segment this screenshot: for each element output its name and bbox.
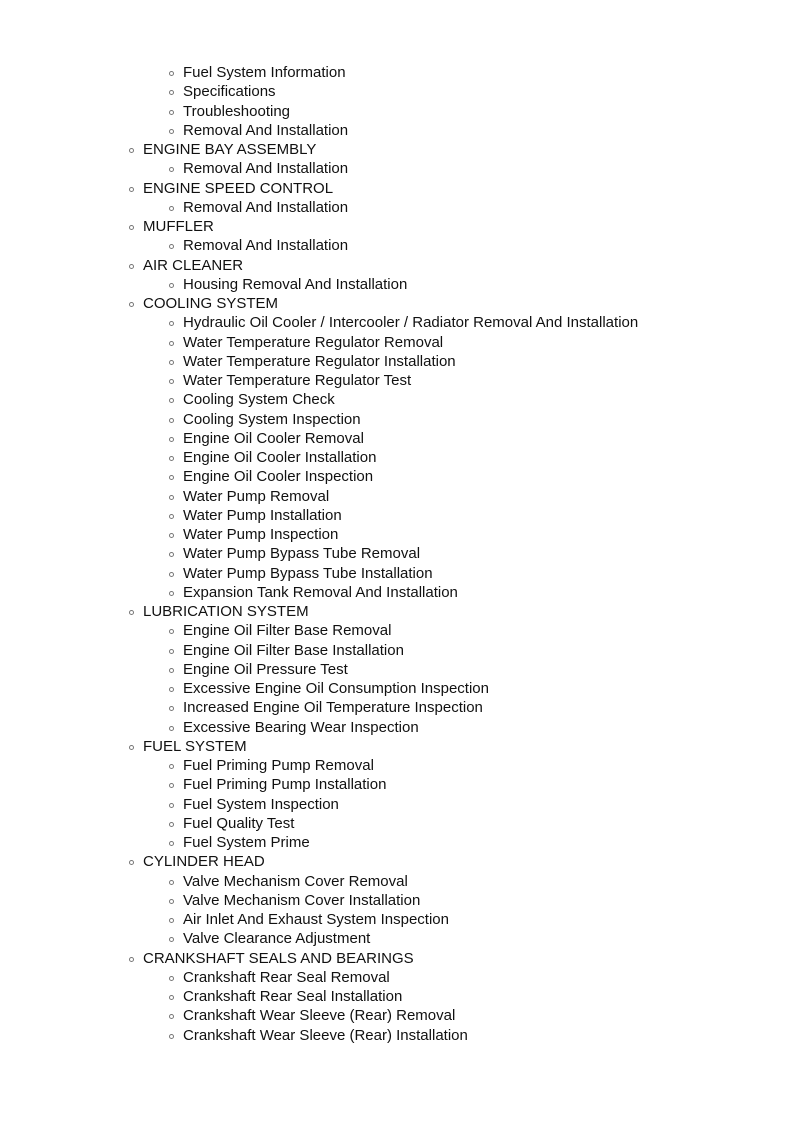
item-label: Removal And Installation xyxy=(183,198,349,216)
list-item xyxy=(0,448,794,467)
item-label: Engine Oil Filter Base Installation xyxy=(183,641,404,659)
section-heading xyxy=(0,256,794,275)
list-item xyxy=(0,756,794,775)
section-title: MUFFLER xyxy=(143,218,214,235)
circle-bullet-icon xyxy=(169,706,174,711)
item-label: Expansion Tank Removal And Installation xyxy=(183,583,458,601)
circle-bullet-icon xyxy=(169,110,174,115)
section-title: COOLING SYSTEM xyxy=(143,295,279,312)
section-title: LUBRICATION SYSTEM xyxy=(143,603,309,620)
circle-bullet-icon xyxy=(129,264,134,269)
item-label: Valve Clearance Adjustment xyxy=(183,930,371,948)
item-label: Fuel Priming Pump Installation xyxy=(183,776,387,794)
circle-bullet-icon xyxy=(129,302,134,307)
list-item xyxy=(0,814,794,833)
circle-bullet-icon xyxy=(129,610,134,615)
item-label: Housing Removal And Installation xyxy=(183,275,408,293)
list-item xyxy=(0,698,794,717)
item-label: Water Temperature Regulator Removal xyxy=(183,333,444,351)
circle-bullet-icon xyxy=(169,495,174,500)
item-label: Removal And Installation xyxy=(183,160,349,178)
list-item xyxy=(0,891,794,910)
list-item xyxy=(0,544,794,563)
list-item xyxy=(0,236,794,255)
circle-bullet-icon xyxy=(169,995,174,1000)
section-title: CRANKSHAFT SEALS AND BEARINGS xyxy=(143,949,414,967)
section-title: CYLINDER HEAD xyxy=(143,853,265,871)
list-item xyxy=(0,621,794,640)
list-item xyxy=(0,198,794,217)
item-label: Water Pump Removal xyxy=(183,487,330,505)
section-heading xyxy=(0,294,794,313)
item-label: Crankshaft Rear Seal Removal xyxy=(183,968,390,986)
list-item xyxy=(0,487,794,506)
circle-bullet-icon xyxy=(169,880,174,885)
item-label: Fuel Quality Test xyxy=(183,814,295,832)
list-item xyxy=(0,1026,794,1045)
section-heading xyxy=(0,140,794,159)
list-item xyxy=(0,968,794,987)
item-label: Fuel Priming Pump Removal xyxy=(183,757,374,774)
list-item xyxy=(0,525,794,544)
list-item xyxy=(0,987,794,1006)
item-label: Fuel System Inspection xyxy=(183,795,339,813)
table-of-contents xyxy=(0,63,794,1045)
circle-bullet-icon xyxy=(129,225,134,230)
list-item xyxy=(0,82,794,101)
item-label: Removal And Installation xyxy=(183,237,349,255)
list-item xyxy=(0,429,794,448)
item-label: Fuel System Prime xyxy=(183,834,310,851)
item-label: Hydraulic Oil Cooler / Intercooler / Radiator Removal And Installation xyxy=(183,314,639,332)
list-item xyxy=(0,583,794,602)
circle-bullet-icon xyxy=(169,379,174,384)
list-item xyxy=(0,333,794,352)
item-label: Water Pump Bypass Tube Installation xyxy=(183,564,433,582)
list-item xyxy=(0,506,794,525)
item-label: Crankshaft Rear Seal Installation xyxy=(183,988,403,1005)
item-label: Valve Mechanism Cover Installation xyxy=(183,891,421,909)
item-label: Engine Oil Cooler Removal xyxy=(183,429,364,447)
item-label: Increased Engine Oil Temperature Inspection xyxy=(183,699,483,717)
item-label: Crankshaft Wear Sleeve (Rear) Installation xyxy=(183,1026,468,1044)
item-label: Water Pump Installation xyxy=(183,506,342,524)
list-item xyxy=(0,1006,794,1025)
circle-bullet-icon xyxy=(169,129,174,134)
section-heading xyxy=(0,949,794,968)
list-item xyxy=(0,159,794,178)
circle-bullet-icon xyxy=(169,649,174,654)
list-item xyxy=(0,910,794,929)
circle-bullet-icon xyxy=(169,418,174,423)
section-heading xyxy=(0,602,794,621)
circle-bullet-icon xyxy=(169,244,174,249)
item-label: Water Pump Inspection xyxy=(183,526,339,543)
list-item xyxy=(0,313,794,332)
section-heading xyxy=(0,737,794,756)
list-item xyxy=(0,929,794,948)
section-title: FUEL SYSTEM xyxy=(143,737,247,755)
list-item xyxy=(0,102,794,121)
circle-bullet-icon xyxy=(169,1034,174,1039)
item-label: Excessive Engine Oil Consumption Inspection xyxy=(183,680,489,697)
list-item xyxy=(0,467,794,486)
circle-bullet-icon xyxy=(169,937,174,942)
circle-bullet-icon xyxy=(169,687,174,692)
circle-bullet-icon xyxy=(169,321,174,326)
circle-bullet-icon xyxy=(169,283,174,288)
circle-bullet-icon xyxy=(129,745,134,750)
circle-bullet-icon xyxy=(169,167,174,172)
circle-bullet-icon xyxy=(169,514,174,519)
circle-bullet-icon xyxy=(169,552,174,557)
list-item xyxy=(0,352,794,371)
item-label: Water Temperature Regulator Test xyxy=(183,372,412,389)
circle-bullet-icon xyxy=(129,860,134,865)
circle-bullet-icon xyxy=(169,456,174,461)
circle-bullet-icon xyxy=(169,822,174,827)
list-item xyxy=(0,63,794,82)
section-heading xyxy=(0,217,794,236)
item-label: Crankshaft Wear Sleeve (Rear) Removal xyxy=(183,1007,456,1025)
circle-bullet-icon xyxy=(169,533,174,538)
circle-bullet-icon xyxy=(169,783,174,788)
circle-bullet-icon xyxy=(169,629,174,634)
circle-bullet-icon xyxy=(169,726,174,731)
list-item xyxy=(0,679,794,698)
circle-bullet-icon xyxy=(129,187,134,192)
list-item xyxy=(0,275,794,294)
list-item xyxy=(0,410,794,429)
section-heading xyxy=(0,852,794,871)
item-label: Excessive Bearing Wear Inspection xyxy=(183,718,419,736)
circle-bullet-icon xyxy=(169,475,174,480)
item-label: Engine Oil Cooler Installation xyxy=(183,449,377,466)
circle-bullet-icon xyxy=(169,976,174,981)
circle-bullet-icon xyxy=(169,437,174,442)
list-item xyxy=(0,390,794,409)
item-label: Engine Oil Pressure Test xyxy=(183,660,348,678)
circle-bullet-icon xyxy=(169,668,174,673)
list-item xyxy=(0,564,794,583)
circle-bullet-icon xyxy=(169,572,174,577)
list-item xyxy=(0,718,794,737)
item-label: Removal And Installation xyxy=(183,121,349,139)
circle-bullet-icon xyxy=(129,148,134,153)
list-item xyxy=(0,660,794,679)
circle-bullet-icon xyxy=(169,71,174,76)
item-label: Cooling System Inspection xyxy=(183,410,361,428)
circle-bullet-icon xyxy=(169,360,174,365)
item-label: Cooling System Check xyxy=(183,391,335,409)
item-label: Valve Mechanism Cover Removal xyxy=(183,872,408,890)
circle-bullet-icon xyxy=(169,206,174,211)
list-item xyxy=(0,121,794,140)
circle-bullet-icon xyxy=(169,918,174,923)
circle-bullet-icon xyxy=(169,90,174,95)
item-label: Troubleshooting xyxy=(183,102,291,120)
item-label: Specifications xyxy=(183,83,276,101)
list-item xyxy=(0,795,794,814)
circle-bullet-icon xyxy=(169,341,174,346)
item-label: Engine Oil Filter Base Removal xyxy=(183,622,392,640)
item-label: Water Pump Bypass Tube Removal xyxy=(183,545,421,563)
item-label: Air Inlet And Exhaust System Inspection xyxy=(183,911,449,928)
section-title: AIR CLEANER xyxy=(143,256,244,274)
item-label: Engine Oil Cooler Inspection xyxy=(183,468,374,486)
section-title: ENGINE BAY ASSEMBLY xyxy=(143,141,317,158)
list-item xyxy=(0,775,794,794)
item-label: Water Temperature Regulator Installation xyxy=(183,352,456,370)
list-item xyxy=(0,371,794,390)
circle-bullet-icon xyxy=(169,803,174,808)
list-item xyxy=(0,833,794,852)
circle-bullet-icon xyxy=(169,764,174,769)
section-heading xyxy=(0,179,794,198)
circle-bullet-icon xyxy=(129,957,134,962)
section-title: ENGINE SPEED CONTROL xyxy=(143,179,334,197)
circle-bullet-icon xyxy=(169,1014,174,1019)
list-item xyxy=(0,872,794,891)
item-label: Fuel System Information xyxy=(183,64,346,81)
circle-bullet-icon xyxy=(169,841,174,846)
circle-bullet-icon xyxy=(169,591,174,596)
circle-bullet-icon xyxy=(169,398,174,403)
circle-bullet-icon xyxy=(169,899,174,904)
list-item xyxy=(0,641,794,660)
